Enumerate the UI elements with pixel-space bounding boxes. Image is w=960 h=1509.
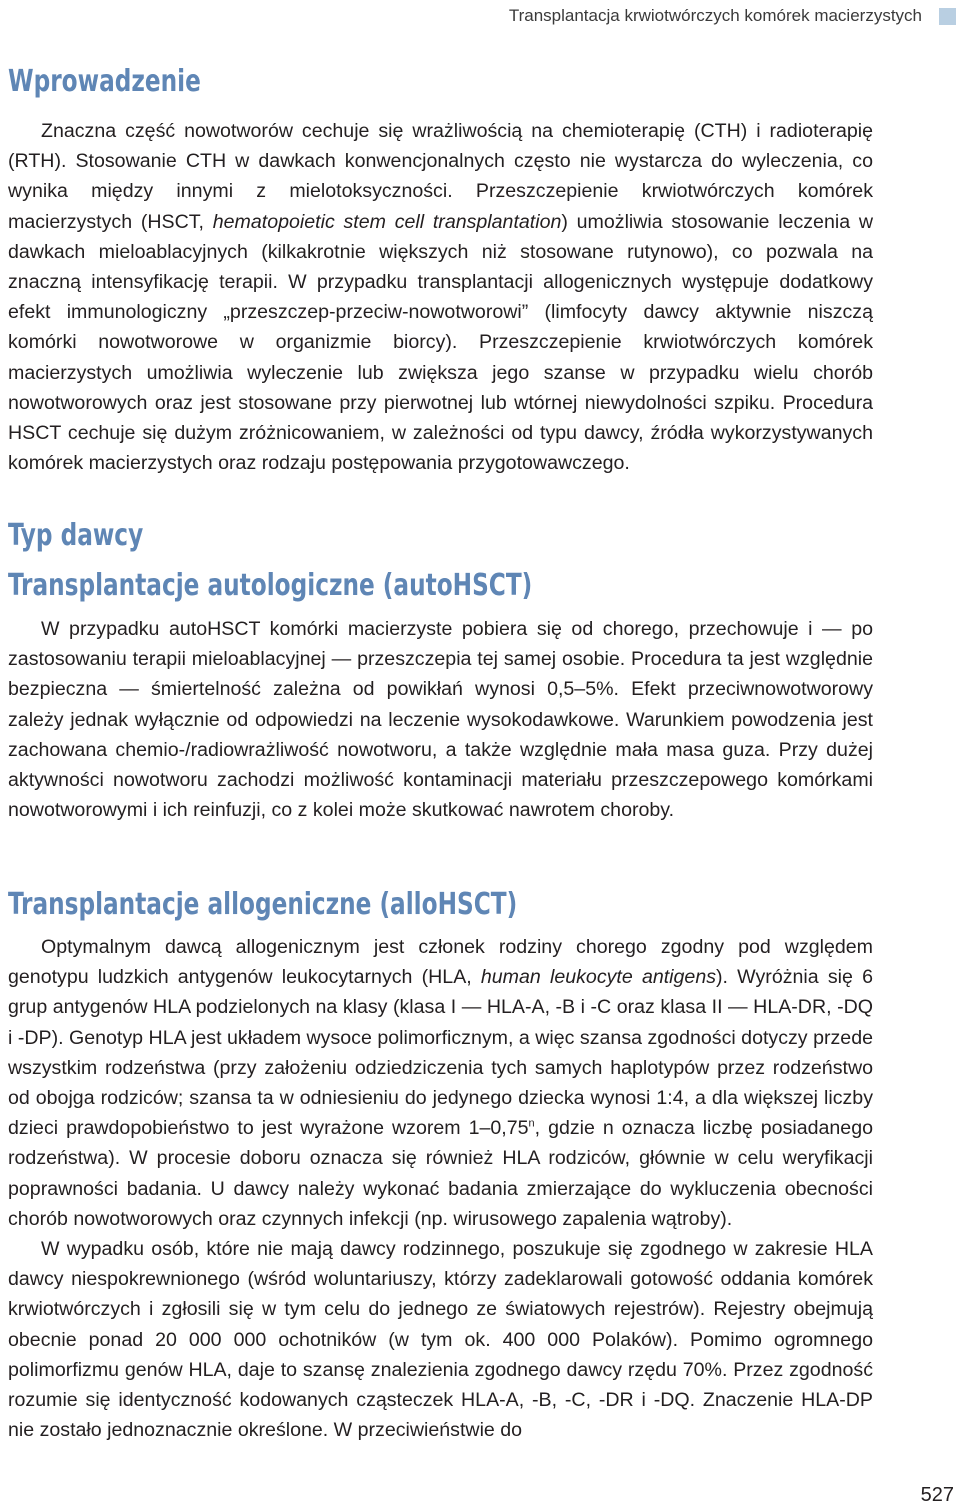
section-heading-donor-type: Typ dawcy bbox=[8, 518, 144, 553]
allogeneic-paragraph-2: W wypadku osób, które nie mają dawcy rodzinnego, poszukuje się zgodnego w zakresie HLA dawcy niespokrewnionego (wśród woluntariuszy, którzy zadeklarowali gotowość oddania komórek krwiotwórczych i zgłosili się w tym celu do jednego ze światowych rejestrów). Rejestry obejmują obecnie ponad 20 000 000 ochotników (w tym ok. 400 000 Polaków). Pomimo ogromnego polimorfizmu genów HLA, daje to szansę znalezienia zgodnego dawcy rzędu 70%. Przez zgodność rozumie się identyczność kodowanych cząsteczek HLA-A, -B, -C, -DR i -DQ. Znaczenie HLA-DP nie zostało jednoznacznie określone. W przeciwieństwie do bbox=[8, 1238, 873, 1442]
allogeneic-body bbox=[8, 932, 873, 1445]
header-square-marker bbox=[939, 8, 956, 25]
section-heading-introduction: Wprowadzenie bbox=[8, 64, 201, 99]
intro-body bbox=[8, 116, 873, 478]
intro-paragraph: Znaczna część nowotworów cechuje się wrażliwością na chemioterapię (CTH) i radioterapię (RTH). Stosowanie CTH w dawkach konwencjonalnych często nie wystarcza do wyleczenia, co wynika między innymi z mielotoksyczności. Przeszczepienie krwiotwórczych komórek macierzystych (HSCT, hematopoietic stem cell transplantation) umożliwia stosowanie leczenia w dawkach mieloablacyjnych (kilkakrotnie większych niż stosowane rutynowo), co pozwala na znaczną intensyfikację terapii. W przypadku transplantacji allogenicznych występuje dodatkowy efekt immunologiczny „przeszczep-przeciw-nowotworowi” (limfocyty dawcy aktywnie niszczą komórki nowotworowe w organizmie biorcy). Przeszczepienie krwiotwórczych komórek macierzystych umożliwia wyleczenie lub zwiększa jego szanse w przypadku wielu chorób nowotworowych oraz jest stosowane przy pierwotnej lub wtórnej niewydolności szpiku. Procedura HSCT cechuje się dużym zróżnicowaniem, w zależności od typu dawcy, źródła wykorzystywanych komórek macierzystych oraz rodzaju postępowania przygotowawczego. bbox=[8, 120, 873, 475]
italic-term: hematopoietic stem cell transplantation bbox=[212, 210, 562, 233]
subsection-heading-autologous: Transplantacje autologiczne (autoHSCT) bbox=[8, 568, 533, 603]
italic-term: human leukocyte antigens bbox=[480, 966, 717, 989]
page-number: 527 bbox=[920, 1484, 954, 1506]
allogeneic-paragraph-1: Optymalnym dawcą allogenicznym jest członek rodziny chorego zgodny pod względem genotypu ludzkich antygenów leukocytarnych (HLA, human leukocyte antigens). Wyróżnia się 6 grup antygenów HLA podzielonych na klasy (klasa I — HLA-A, -B i -C oraz klasa II — HLA-DR, -DQ i -DP). Genotyp HLA jest układem wysoce polimorficznym, a więc szansa zgodności dotyczy przede wszystkim rodzeństwa (przy założeniu odziedziczenia tych samych haplotypów przez rodzeństwo od obojga rodziców; szansa ta w odniesieniu do jedynego dziecka wynosi 1:4, a dla większej liczby dzieci prawdopobieństwo to jest wyrażone wzorem 1–0,75$^n$, gdzie n oznacza liczbę posiadanego rodzeństwa). W procesie doboru oznacza się również HLA rodziców, głównie w celu weryfikacji poprawności badania. U dawcy należy wykonać badania zmierzające do wykluczenia obecności chorób nowotworowych oraz czynnych infekcji (np. wirusowego zapalenia wątroby). bbox=[8, 936, 873, 1230]
running-title: Transplantacja krwiotwórczych komórek macierzystych bbox=[508, 6, 922, 25]
subsection-heading-allogeneic: Transplantacje allogeniczne (alloHSCT) bbox=[8, 887, 518, 922]
autologous-body bbox=[8, 614, 873, 825]
superscript-n: n bbox=[528, 1117, 535, 1130]
autologous-paragraph: W przypadku autoHSCT komórki macierzyste pobiera się od chorego, przechowuje i — po zastosowaniu terapii mieloablacyjnej — przeszczepia tej samej osobie. Procedura ta jest względnie bezpieczna — śmiertelność zależna od powikłań wynosi 0,5–5%. Efekt przeciwnowotworowy zależy jednak wyłącznie od odpowiedzi na leczenie wysokodawkowe. Warunkiem powodzenia jest zachowana chemio-/radiowrażliwość nowotworu, a także względnie mała masa guza. Przy dużej aktywności nowotworu zachodzi możliwość kontaminacji materiału przeszczepowego komórkami nowotworowymi i ich reinfuzji, co z kolei może skutkować nawrotem choroby. bbox=[8, 618, 873, 822]
